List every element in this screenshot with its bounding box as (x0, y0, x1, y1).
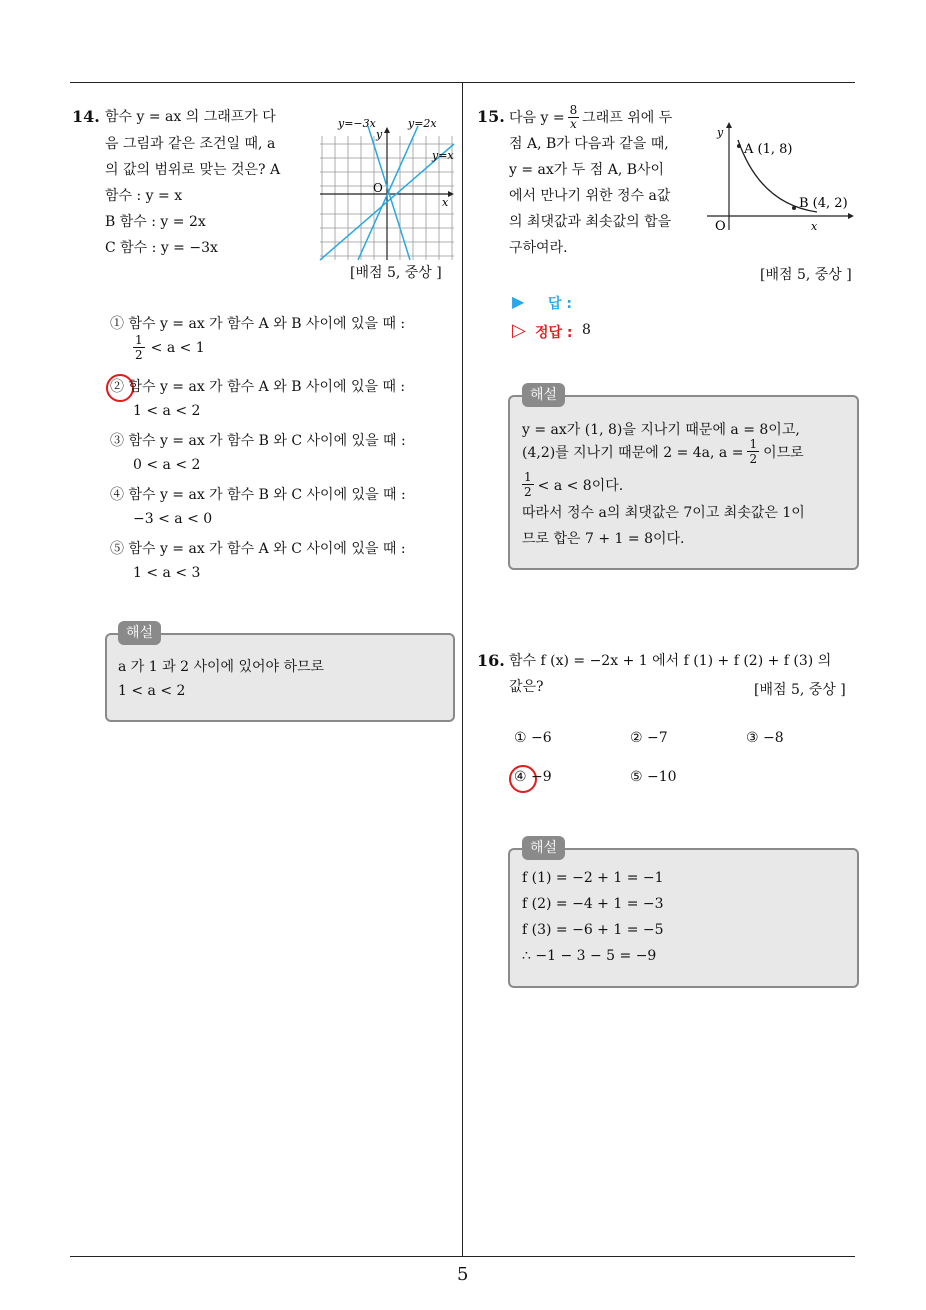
q14-graph (318, 114, 458, 262)
frac-den: 2 (524, 485, 532, 499)
frac-den: 2 (749, 452, 758, 466)
q14-option-1[interactable] (110, 313, 405, 333)
option-num: ③ (746, 730, 759, 746)
option-num: ③ (110, 433, 124, 449)
page-number: 5 (457, 1264, 469, 1285)
option-text: 함수 y = ax 가 함수 A 와 C 사이에 있을 때 : (128, 541, 406, 557)
option-num: ⑤ (110, 541, 124, 557)
q16-score: [배점 5, 중상 ] (754, 682, 846, 698)
q15-solution-line: 므로 합은 7 + 1 = 8이다. (522, 531, 685, 547)
q14-solution-tag: 해설 (118, 621, 161, 645)
q15-solution-tag: 해설 (522, 383, 565, 407)
q14-origin: O (373, 181, 383, 195)
q16-solution-tag: 해설 (522, 836, 565, 860)
q16-solution-line: f (2) = −4 + 1 = −3 (522, 896, 664, 912)
q15-line: 의 최댓값과 최솟값의 합을 (509, 214, 672, 230)
q16-solution-line: ∴ −1 − 3 − 5 = −9 (522, 948, 657, 964)
q14-line: 음 그림과 같은 조건일 때, a (105, 136, 276, 152)
correct-arrow-icon: ▷ (512, 320, 526, 341)
q14-option-2[interactable] (110, 376, 405, 396)
option-text: −8 (763, 730, 784, 746)
q15-origin: O (715, 219, 726, 234)
q16-line: 함수 f (x) = −2x + 1 에서 f (1) + f (2) + f (3) 의 (509, 653, 832, 669)
q14-option-4[interactable] (110, 484, 406, 504)
option-text: −9 (531, 769, 552, 785)
q14-option-5[interactable] (110, 538, 406, 558)
frac-den: 2 (135, 348, 143, 362)
option-num: ④ (110, 487, 124, 503)
q15-y-label: y (717, 126, 724, 139)
q15-line: 구하여라. (509, 240, 568, 256)
option-text: 함수 y = ax 가 함수 B 와 C 사이에 있을 때 : (128, 433, 406, 449)
option-num: ① (514, 730, 527, 746)
q16-option-4[interactable] (514, 769, 552, 785)
q14-score: [배점 5, 중상 ] (350, 265, 442, 281)
frac-den: x (570, 117, 577, 131)
q14-option-5-cond: 1 < a < 3 (133, 565, 201, 581)
q16-option-5[interactable] (630, 769, 677, 785)
option-text: −6 (531, 730, 552, 746)
q15-point-a: A (1, 8) (744, 142, 793, 157)
q15-point-b: B (4, 2) (799, 196, 848, 211)
option-num: ④ (514, 769, 527, 785)
q14-solution-line: a 가 1 과 2 사이에 있어야 하므로 (118, 659, 325, 675)
q15-answer-label: 답 : (548, 296, 572, 312)
q14-solution-box (105, 633, 455, 722)
sol-post: 이므로 (763, 444, 804, 461)
q14-label-a: y=x (432, 149, 454, 162)
option-num: ① (110, 316, 124, 332)
sol-post: < a < 8이다. (537, 477, 624, 494)
q14-y-label: y (376, 128, 383, 141)
q15-number: 15. (477, 107, 505, 126)
q16-line: 값은? (509, 679, 544, 695)
q14-option-1-cond (133, 333, 205, 362)
option-num: ② (110, 379, 124, 395)
q15-line0-pre: 다음 y = (509, 109, 565, 126)
q14-x-label: x (442, 196, 449, 209)
option-num: ② (630, 730, 643, 746)
option-num: ⑤ (630, 769, 643, 785)
frac-num: 8 (569, 103, 578, 117)
q15-solution-line: y = ax가 (1, 8)을 지나기 때문에 a = 8이고, (522, 422, 800, 438)
frac-num: 1 (135, 333, 143, 347)
q15-line: y = ax가 두 점 A, B사이 (509, 162, 665, 178)
q16-solution-line: f (3) = −6 + 1 = −5 (522, 922, 664, 938)
answer-arrow-icon: ▶ (512, 292, 525, 311)
option-text: −10 (647, 769, 677, 785)
q14-line: B 함수 : y = 2x (105, 214, 206, 230)
q15-line-0 (509, 104, 672, 131)
q14-line: 의 값의 범위로 맞는 것은? A (105, 162, 281, 178)
q15-solution-line-2 (522, 470, 623, 499)
cond-rest: < a < 1 (150, 339, 205, 356)
q15-score: [배점 5, 중상 ] (760, 267, 852, 283)
q15-solution-line: 따라서 정수 a의 최댓값은 7이고 최솟값은 1이 (522, 505, 805, 521)
q15-graph (705, 116, 857, 236)
q15-line: 점 A, B가 다음과 같을 때, (509, 136, 669, 152)
q16-solution-line: f (1) = −2 + 1 = −1 (522, 870, 664, 886)
center-divider (462, 82, 463, 1257)
bottom-rule (70, 1256, 855, 1257)
q15-solution-line-1 (522, 437, 804, 466)
q16-number: 16. (477, 651, 505, 670)
frac-num: 1 (524, 470, 532, 484)
q14-option-4-cond: −3 < a < 0 (133, 511, 213, 527)
q15-line0-post: 그래프 위에 두 (582, 109, 673, 126)
option-text: 함수 y = ax 가 함수 A 와 B 사이에 있을 때 : (128, 379, 406, 395)
frac-num: 1 (749, 437, 758, 451)
q14-option-3-cond: 0 < a < 2 (133, 457, 201, 473)
q15-line: 에서 만나기 위한 정수 a값 (509, 188, 671, 204)
q15-correct-label: 정답 : (535, 325, 573, 341)
q14-label-b: y=2x (408, 117, 437, 130)
q14-label-c: y=−3x (338, 117, 376, 130)
q14-option-3[interactable] (110, 430, 406, 450)
q16-option-1[interactable] (514, 730, 552, 746)
q14-line: C 함수 : y = −3x (105, 240, 218, 256)
q14-solution-line: 1 < a < 2 (118, 683, 186, 699)
q14-line: 함수 : y = x (105, 188, 183, 204)
q15-correct-value: 8 (582, 322, 591, 338)
option-text: 함수 y = ax 가 함수 A 와 B 사이에 있을 때 : (128, 316, 406, 332)
q16-option-3[interactable] (746, 730, 784, 746)
q15-x-label: x (811, 220, 818, 233)
q16-option-2[interactable] (630, 730, 668, 746)
q14-option-2-cond: 1 < a < 2 (133, 403, 201, 419)
q14-number: 14. (72, 107, 100, 126)
q14-line: 함수 y = ax 의 그래프가 다 (105, 109, 276, 125)
q16-solution-box (508, 848, 859, 988)
sol-pre: (4,2)를 지나기 때문에 2 = 4a, a = (522, 444, 744, 461)
option-text: 함수 y = ax 가 함수 B 와 C 사이에 있을 때 : (128, 487, 406, 503)
option-text: −7 (647, 730, 668, 746)
